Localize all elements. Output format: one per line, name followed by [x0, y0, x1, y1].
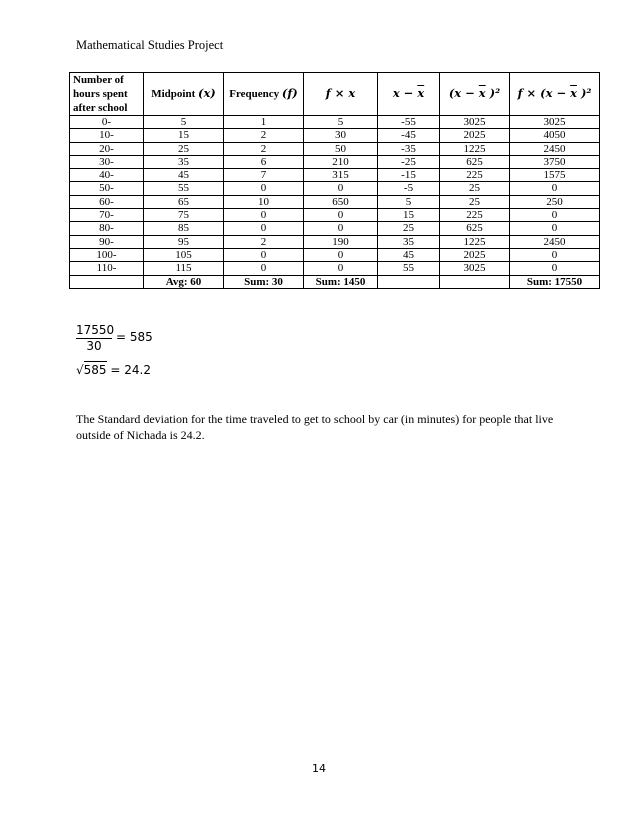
- table-header-row: [70, 73, 600, 116]
- table-cell: 0: [224, 182, 304, 195]
- table-cell: 210: [304, 155, 378, 168]
- header-deviation: [378, 73, 440, 116]
- header-squared-mean: $\overline{x}$: [478, 86, 486, 101]
- table-cell: 0: [224, 248, 304, 261]
- table-cell: 5: [304, 116, 378, 129]
- table-cell: 10: [224, 195, 304, 208]
- fraction-numerator: 17550: [76, 323, 115, 337]
- header-frequency: [224, 73, 304, 116]
- table-cell: 0: [304, 262, 378, 275]
- table-cell: 30-: [70, 155, 144, 168]
- table-cell: 2450: [510, 142, 600, 155]
- table-row: [70, 222, 600, 235]
- table-cell: 650: [304, 195, 378, 208]
- table-row: [70, 209, 600, 222]
- table-cell: 0: [224, 222, 304, 235]
- table-cell: 0: [304, 209, 378, 222]
- table-cell: 50: [304, 142, 378, 155]
- table-cell: 15: [144, 129, 224, 142]
- table-cell: 40-: [70, 169, 144, 182]
- table-cell: 1: [224, 116, 304, 129]
- header-hours: Number of hours spent after school: [70, 73, 144, 116]
- table-cell: 5: [144, 116, 224, 129]
- table-cell: 85: [144, 222, 224, 235]
- header-fx-formula: f × x: [325, 86, 356, 101]
- fraction-denominator: 30: [86, 339, 102, 353]
- table-cell: 45: [144, 169, 224, 182]
- table-cell: -45: [378, 129, 440, 142]
- table-cell: 95: [144, 235, 224, 248]
- table-cell: 0-: [70, 116, 144, 129]
- table-cell: -15: [378, 169, 440, 182]
- header-deviation-mean: $\overline{x}$: [417, 86, 425, 101]
- header-squared-a: (x −: [448, 86, 479, 101]
- table-cell: 2450: [510, 235, 600, 248]
- table-cell: 25: [440, 182, 510, 195]
- header-f-squared-a: f × (x −: [517, 86, 571, 101]
- table-cell: -35: [378, 142, 440, 155]
- table-cell: 7: [224, 169, 304, 182]
- table-cell: 25: [378, 222, 440, 235]
- page-number: 14: [312, 762, 326, 775]
- table-cell: 75: [144, 209, 224, 222]
- table-cell: 55: [378, 262, 440, 275]
- header-fx: [304, 73, 378, 116]
- header-midpoint-label: Midpoint: [151, 88, 196, 101]
- header-f-squared: [510, 73, 600, 116]
- table-cell: -55: [378, 116, 440, 129]
- table-cell: 55: [144, 182, 224, 195]
- header-f-squared-mean: $\overline{x}$: [570, 86, 577, 101]
- table-cell: 6: [224, 155, 304, 168]
- variance-fraction: [76, 323, 115, 354]
- table-cell: 65: [144, 195, 224, 208]
- table-cell: 3025: [440, 262, 510, 275]
- sqrt-radicand: 585: [83, 363, 107, 377]
- sqrt-result: = 24.2: [106, 363, 151, 377]
- table-cell: 1575: [510, 169, 600, 182]
- table-row: [70, 235, 600, 248]
- table-cell: 2: [224, 129, 304, 142]
- table-cell: 2025: [440, 129, 510, 142]
- table-cell: 35: [378, 235, 440, 248]
- table-cell: -5: [378, 182, 440, 195]
- table-cell: 250: [510, 195, 600, 208]
- table-cell: 25: [440, 195, 510, 208]
- totals-cell: Sum: 30: [224, 275, 304, 288]
- table-cell: 3025: [510, 116, 600, 129]
- header-frequency-label: Frequency: [229, 88, 280, 101]
- table-row: [70, 182, 600, 195]
- table-cell: 15: [378, 209, 440, 222]
- header-midpoint-symbol: (x): [198, 86, 216, 101]
- table-cell: 2: [224, 142, 304, 155]
- table-cell: 115: [144, 262, 224, 275]
- sqrt-symbol: √: [76, 363, 84, 377]
- table-cell: 35: [144, 155, 224, 168]
- running-header: Mathematical Studies Project: [76, 38, 224, 52]
- table-cell: 625: [440, 222, 510, 235]
- table-row: [70, 169, 600, 182]
- table-cell: 225: [440, 209, 510, 222]
- totals-row: [70, 275, 600, 288]
- table-cell: 3025: [440, 116, 510, 129]
- table-cell: 20-: [70, 142, 144, 155]
- frequency-table: [69, 72, 600, 289]
- header-f-squared-c: )²: [576, 86, 592, 101]
- table-cell: 60-: [70, 195, 144, 208]
- table-body: [70, 116, 600, 276]
- table-cell: 25: [144, 142, 224, 155]
- table-cell: 45: [378, 248, 440, 261]
- table-cell: 2025: [440, 248, 510, 261]
- table-cell: 0: [510, 182, 600, 195]
- table-cell: 0: [510, 209, 600, 222]
- table-cell: -25: [378, 155, 440, 168]
- header-midpoint: [144, 73, 224, 116]
- table-cell: 0: [510, 262, 600, 275]
- table-cell: 100-: [70, 248, 144, 261]
- table-row: [70, 129, 600, 142]
- table-cell: 30: [304, 129, 378, 142]
- table-cell: 0: [304, 222, 378, 235]
- table-cell: 0: [224, 262, 304, 275]
- table-cell: 1225: [440, 235, 510, 248]
- table-cell: 225: [440, 169, 510, 182]
- table-cell: 110-: [70, 262, 144, 275]
- header-deviation-a: x −: [392, 86, 418, 101]
- table-cell: 0: [304, 248, 378, 261]
- table-row: [70, 262, 600, 275]
- table-cell: 315: [304, 169, 378, 182]
- table-cell: 90-: [70, 235, 144, 248]
- header-squared: [440, 73, 510, 116]
- table-cell: 80-: [70, 222, 144, 235]
- table-row: [70, 155, 600, 168]
- header-frequency-symbol: (f): [281, 86, 298, 101]
- table-row: [70, 142, 600, 155]
- table-cell: 0: [510, 222, 600, 235]
- table-cell: 105: [144, 248, 224, 261]
- table-cell: 10-: [70, 129, 144, 142]
- totals-cell: [70, 275, 144, 288]
- table-cell: 0: [304, 182, 378, 195]
- table-row: [70, 195, 600, 208]
- table-cell: 50-: [70, 182, 144, 195]
- totals-cell: Sum: 17550: [510, 275, 600, 288]
- table-row: [70, 248, 600, 261]
- table-cell: 70-: [70, 209, 144, 222]
- header-squared-c: )²: [485, 86, 501, 101]
- table-row: [70, 116, 600, 129]
- table-cell: 0: [224, 209, 304, 222]
- table-cell: 1225: [440, 142, 510, 155]
- table-cell: 0: [510, 248, 600, 261]
- conclusion-paragraph: The Standard deviation for the time traveled to get to school by car (in minutes) for people that live outside of Nichada is 24.2.: [76, 412, 554, 442]
- totals-cell: [378, 275, 440, 288]
- table-cell: 190: [304, 235, 378, 248]
- table-cell: 4050: [510, 129, 600, 142]
- standard-deviation-equation: [76, 363, 151, 377]
- table-cell: 3750: [510, 155, 600, 168]
- table-cell: 625: [440, 155, 510, 168]
- table-cell: 2: [224, 235, 304, 248]
- totals-cell: [440, 275, 510, 288]
- variance-result: = 585: [116, 330, 153, 344]
- totals-cell: Avg: 60: [144, 275, 224, 288]
- totals-cell: Sum: 1450: [304, 275, 378, 288]
- table-cell: 5: [378, 195, 440, 208]
